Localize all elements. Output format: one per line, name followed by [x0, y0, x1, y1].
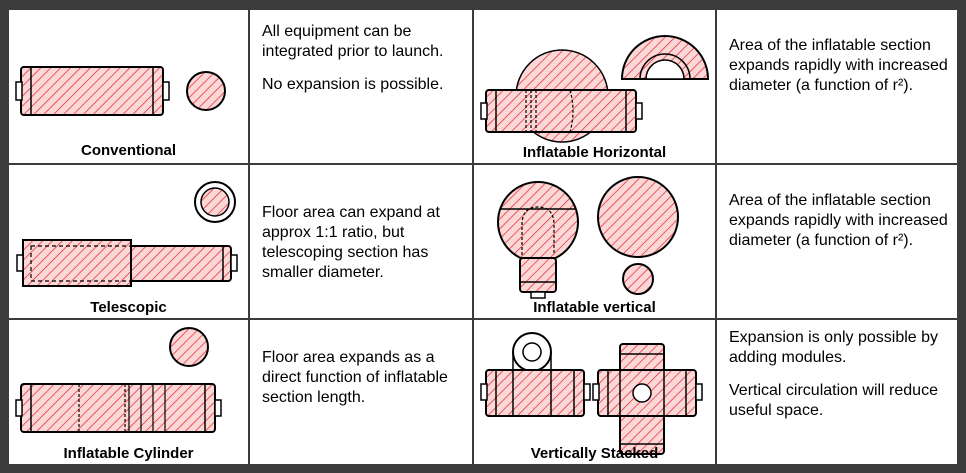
- description-line: No expansion is possible.: [262, 76, 444, 93]
- conventional-diagram: [9, 10, 248, 163]
- caption-inflatable-vertical: Inflatable vertical: [533, 299, 656, 316]
- text-cell-inflatable-cylinder: [250, 320, 472, 464]
- caption-vertically-stacked: Vertically Stacked: [530, 445, 659, 462]
- inflatable-cylinder-diagram: [9, 320, 248, 464]
- caption-inflatable-horizontal: Inflatable Horizontal: [522, 144, 667, 161]
- description-line: Floor area can expand at approx 1:1 ratio, but telescoping section has smaller diameter.: [262, 204, 440, 281]
- description-inflatable-vertical: [729, 191, 949, 251]
- description-line: Floor area expands as a direct function of inflatable section length.: [262, 349, 448, 406]
- description-inflatable-horizontal: [729, 36, 949, 96]
- description-conventional: [262, 22, 462, 95]
- caption-inflatable-cylinder: Inflatable Cylinder: [63, 445, 194, 462]
- description-telescopic: [262, 203, 466, 283]
- diagram-cell-vertically-stacked: [474, 320, 715, 464]
- caption-telescopic: Telescopic: [90, 299, 167, 316]
- description-line: Area of the inflatable section expands rapidly with increased diameter (a function of r²).: [729, 192, 948, 249]
- diagram-cell-conventional: [9, 10, 248, 163]
- inflatable-vertical-diagram: [474, 165, 715, 318]
- diagram-cell-inflatable-cylinder: [9, 320, 248, 464]
- text-cell-conventional: [250, 10, 472, 163]
- telescopic-diagram: [9, 165, 248, 318]
- diagram-cell-telescopic: [9, 165, 248, 318]
- description-line: Vertical circulation will reduce useful space.: [729, 382, 938, 419]
- description-line: Area of the inflatable section expands rapidly with increased diameter (a function of r²).: [729, 37, 948, 94]
- diagram-cell-inflatable-vertical: [474, 165, 715, 318]
- text-cell-inflatable-vertical: [717, 165, 957, 318]
- diagram-cell-inflatable-horizontal: [474, 10, 715, 163]
- description-line: All equipment can be integrated prior to launch.: [262, 23, 444, 60]
- text-cell-telescopic: [250, 165, 472, 318]
- vertically-stacked-diagram: [474, 320, 715, 464]
- description-vertically-stacked: [729, 328, 949, 421]
- description-inflatable-cylinder: [262, 348, 466, 408]
- caption-conventional: Conventional: [80, 142, 176, 159]
- inflatable-horizontal-diagram: [474, 10, 715, 163]
- text-cell-inflatable-horizontal: [717, 10, 957, 163]
- description-line: Expansion is only possible by adding modules.: [729, 329, 939, 366]
- text-cell-vertically-stacked: [717, 320, 957, 464]
